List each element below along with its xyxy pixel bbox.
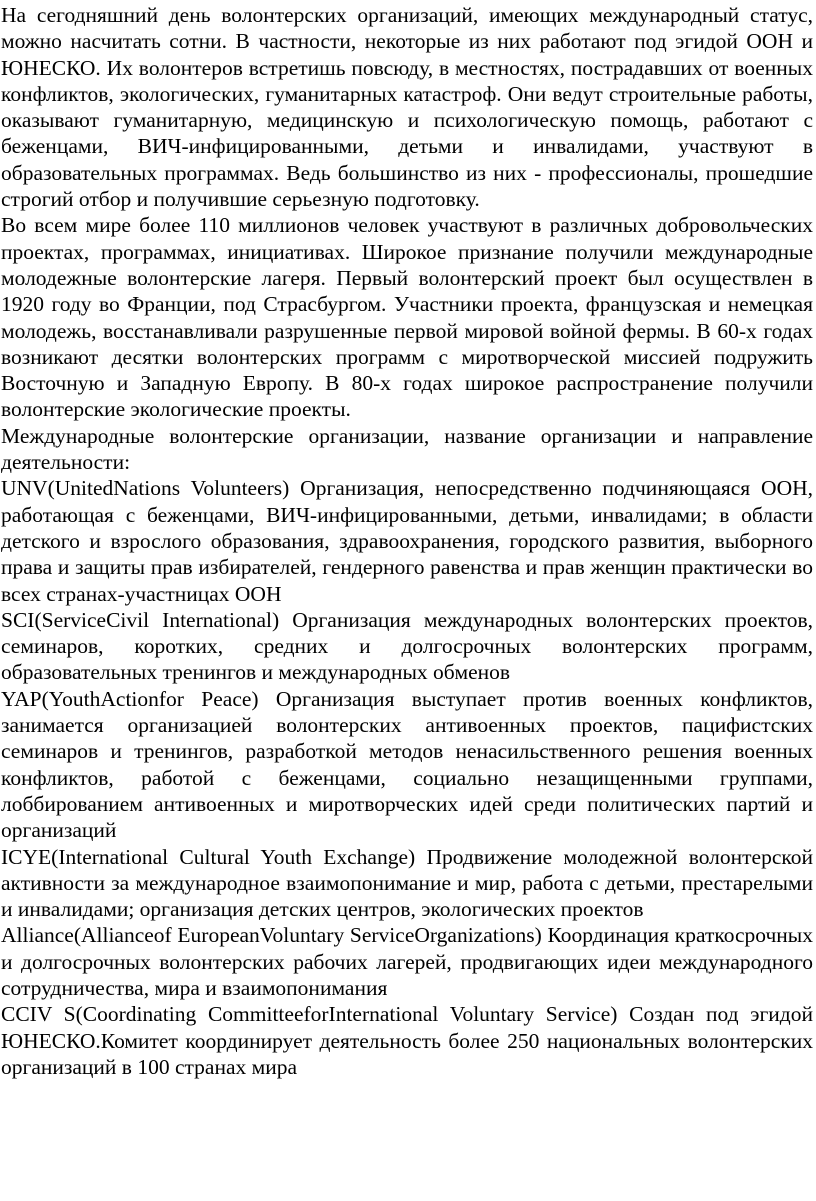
organization-entry-sci: SCI(ServiceCivil International) Организация международных волонтерских проектов, семинаров, коротких, средних и долгосрочных волонтерских программ, образовательных тренингов и международных обменов — [1, 607, 813, 685]
organization-entry-alliance: Alliance(Allianceof EuropeanVoluntary ServiceOrganizations) Координация краткосрочных и долгосрочных волонтерских рабочих лагерей, продвигающих идеи международного сотрудничества, мира и взаимопонимания — [1, 923, 813, 1000]
organization-entry-yap: YAP(YouthActionfor Peace) Организация выступает против военных конфликтов, занимается организацией волонтерских антивоенных проектов, пацифистских семинаров и тренингов, разработкой методов ненасильственного решения военных конфликтов, работой с беженцами, социально незащищенными группами, лоббированием антивоенных и миротворческих идей среди политических партий и организаций — [1, 686, 813, 843]
history-paragraph: Во всем мире более 110 миллионов человек участвуют в различных добровольческих проектах, программах, инициативах. Широкое признание получили международные молодежные волонтерские лагеря. Первый волонтерский проект был осуществлен в 1920 году во Франции, под Страсбургом. Участники проекта, французская и немецкая молодежь, восстанавливали разрушенные первой мировой войной фермы. В 60-х годах возникают десятки волонтерских программ с миротворческой миссией подружить Восточную и Западную Европу. В 80-х годах широкое распространение получили волонтерские экологические проекты. — [1, 213, 813, 422]
organization-entry-unv: UNV(UnitedNations Volunteers) Организация, непосредственно подчиняющаяся ООН, работающая с беженцами, ВИЧ-инфицированными, детьми, инвалидами; в области детского и взрослого образования, здравоохранения, городского развития, выборного права и защиты прав избирателей, гендерного равенства и прав женщин практически во всех странах-участницах ООН — [1, 476, 813, 606]
list-heading-paragraph: Международные волонтерские организации, название организации и направление деятельности: — [1, 423, 813, 475]
organization-entry-cciv: CCIV S(Coordinating CommitteeforInternational Voluntary Service) Создан под эгидой ЮНЕСКО.Комитет координирует деятельность более 250 национальных волонтерских организаций в 100 странах мира — [1, 1002, 813, 1079]
intro-paragraph: На сегодняшний день волонтерских организаций, имеющих международный статус, можно насчитать сотни. В частности, некоторые из них работают под эгидой ООН и ЮНЕСКО. Их волонтеров встретишь повсюду, в местностях, пострадавших от военных конфликтов, экологических, гуманитарных катастроф. Они ведут строительные работы, оказывают гуманитарную, медицинскую и психологическую помощь, работают с беженцами, ВИЧ-инфицированными, детьми и инвалидами, участвуют в образовательных программах. Ведь большинство из них - профессионалы, прошедшие строгий отбор и получившие серьезную подготовку. — [1, 3, 813, 212]
organization-entry-icye: ICYE(International Cultural Youth Exchange) Продвижение молодежной волонтерской активности за международное взаимопонимание и мир, работа с детьми, престарелыми и инвалидами; организация детских центров, экологических проектов — [1, 844, 813, 922]
